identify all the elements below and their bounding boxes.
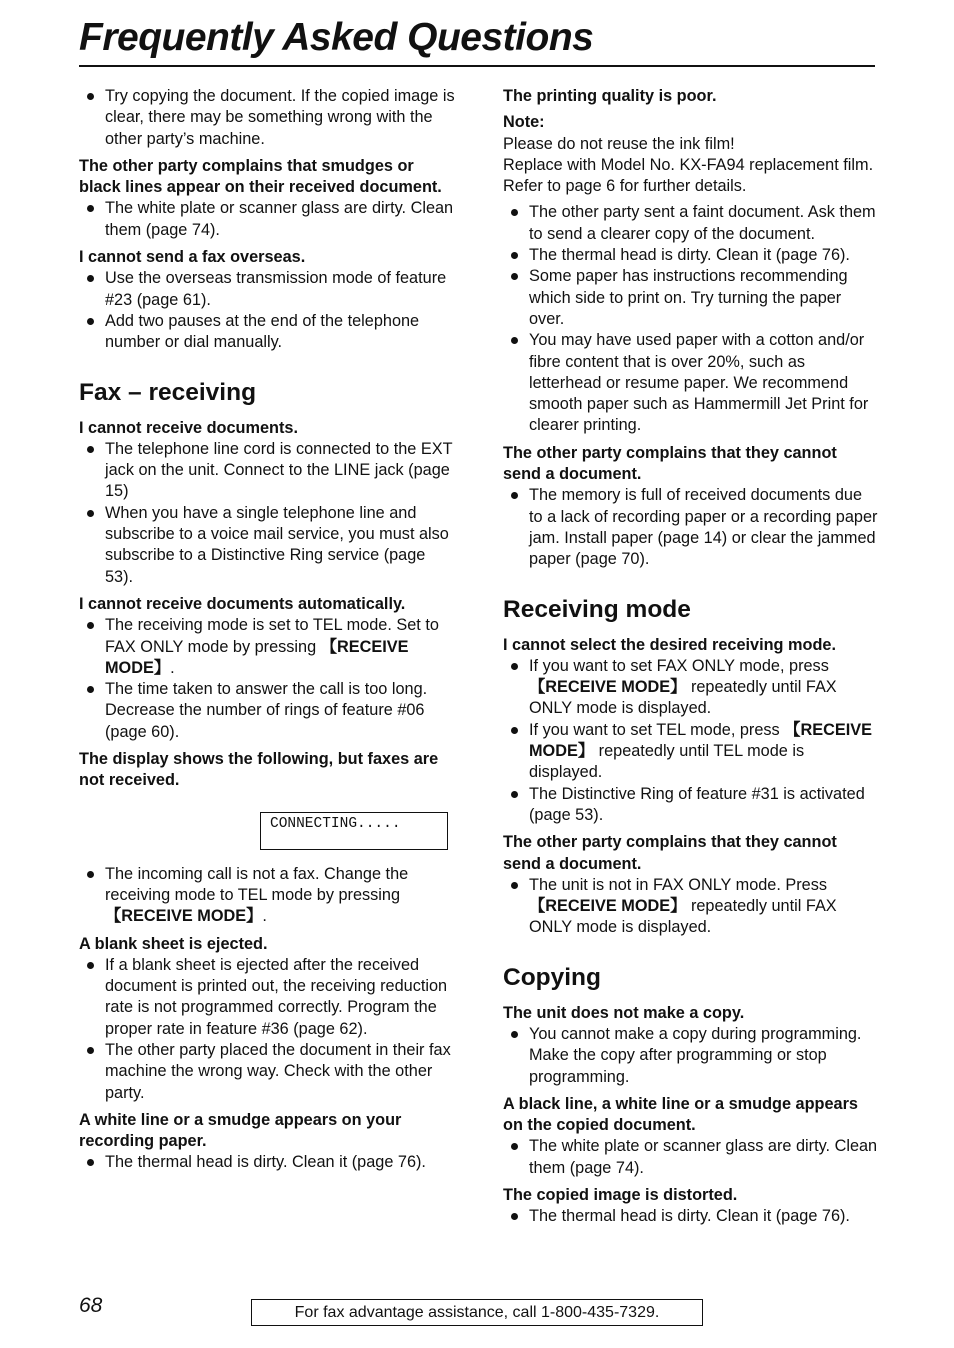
list-item-text-end: . (262, 907, 267, 926)
list-item: The telephone line cord is connected to the EXT jack on the unit. Connect to the LINE jack (page 15) (79, 439, 455, 503)
bullet-list (79, 864, 455, 928)
faq-select-mode (503, 635, 879, 827)
receive-mode-key: 【RECEIVE MODE】 (529, 897, 687, 916)
receive-mode-key: 【RECEIVE MODE】 (105, 907, 263, 926)
list-item (79, 864, 455, 928)
bullet-list (79, 955, 455, 1104)
faq-no-copy (503, 1003, 879, 1088)
bullet-list (503, 1024, 879, 1088)
list-item: The white plate or scanner glass are dirty. Clean them (page 74). (503, 1136, 879, 1179)
list-item (503, 875, 879, 939)
bullet-list (503, 1206, 879, 1227)
bullet-list (79, 86, 455, 150)
note-label: Note: (503, 113, 545, 132)
faq-cannot-receive (79, 418, 455, 588)
list-item-text-end: repeatedly until FAX ONLY mode is displayed. (529, 678, 837, 718)
bullet-list (79, 268, 455, 353)
question-heading: A black line, a white line or a smudge appears on the copied document. (503, 1094, 858, 1135)
list-item-text: The incoming call is not a fax. Change the receiving mode to TEL mode by pressing (105, 864, 409, 904)
faq-display (79, 749, 455, 927)
bullet-list (79, 615, 455, 743)
question-heading: The display shows the following, but faxes are not received. (79, 750, 439, 790)
list-item: The Distinctive Ring of feature #31 is activated (page 53). (503, 784, 879, 827)
section-title-fax-receiving: Fax – receiving (79, 378, 257, 406)
bullet-list (503, 1136, 879, 1179)
receive-mode-key: 【RECEIVE MODE】 (105, 637, 409, 677)
list-item: The memory is full of received documents due to a lack of recording paper or a recording paper jam. Install paper (page 14) or clear the jammed paper (page 70). (503, 485, 879, 570)
list-item: You cannot make a copy during programming. Make the copy after programming or stop programming. (503, 1024, 879, 1088)
list-item: The thermal head is dirty. Clean it (page 76). (503, 1206, 879, 1227)
list-item-text-end: . (170, 658, 175, 677)
note-line: Replace with Model No. KX-FA94 replacement film. Refer to page 6 for further details. (503, 155, 874, 196)
faq-overseas (79, 247, 455, 353)
list-item: If a blank sheet is ejected after the received document is printed out, the receiving reduction rate is not programmed correctly. Program the proper rate in feature #36 (page 62). (79, 955, 455, 1040)
footer-assistance-box: For fax advantage assistance, call 1-800-435-7329. (251, 1299, 703, 1326)
list-item (79, 615, 455, 679)
list-item-text-end: repeatedly until TEL mode is displayed. (529, 742, 805, 782)
question-heading: The other party complains that they cannot send a document. (503, 833, 837, 873)
list-item: Add two pauses at the end of the telephone number or dial manually. (79, 311, 455, 354)
question-heading: I cannot receive documents automatically. (79, 594, 406, 613)
faq-distorted (503, 1185, 879, 1228)
list-item-text: If you want to set TEL mode, press (529, 720, 785, 739)
receive-mode-key: 【RECEIVE MODE】 (529, 678, 687, 697)
list-item-text-end: repeatedly until FAX ONLY mode is displayed. (529, 897, 837, 937)
list-item: The thermal head is dirty. Clean it (page 76). (79, 1152, 455, 1173)
faq-auto-receive (79, 594, 455, 743)
question-heading: The printing quality is poor. (503, 87, 717, 105)
list-item (503, 656, 879, 720)
question-heading: I cannot send a fax overseas. (79, 248, 306, 267)
bullet-list (503, 485, 879, 570)
list-item: Try copying the document. If the copied image is clear, there may be something wrong with the other party’s machine. (79, 86, 455, 150)
question-heading: The unit does not make a copy. (503, 1003, 745, 1022)
list-item: The time taken to answer the call is too long. Decrease the number of rings of feature #06 (page 60). (79, 679, 455, 743)
list-item: When you have a single telephone line and subscribe to a voice mail service, you must also subscribe to a Distinctive Ring service (page 53). (79, 503, 455, 588)
faq-cannot-send-1 (503, 443, 879, 571)
bullet-list (79, 1152, 455, 1173)
intro-block (79, 86, 455, 150)
receive-mode-key: 【RECEIVE MODE】 (529, 720, 872, 761)
left-column (79, 86, 455, 1180)
list-item-text: The receiving mode is set to TEL mode. Set to FAX ONLY mode by pressing (105, 616, 439, 656)
page-title: Frequently Asked Questions (79, 16, 594, 59)
list-item: The other party sent a faint document. Ask them to send a clearer copy of the document. (503, 202, 879, 245)
bullet-list (79, 198, 455, 241)
bullet-list (503, 202, 879, 436)
list-item: Some paper has instructions recommending which side to print on. Try turning the paper over. (503, 266, 879, 330)
question-heading: The other party complains that smudges or black lines appear on their received document. (79, 156, 442, 197)
question-heading: A white line or a smudge appears on your recording paper. (79, 1110, 402, 1151)
list-item-text: The unit is not in FAX ONLY mode. Press (529, 875, 828, 894)
question-heading: I cannot select the desired receiving mode. (503, 635, 836, 654)
lcd-display-box: CONNECTING..... (260, 812, 448, 850)
faq-blank-sheet (79, 934, 455, 1104)
bullet-list (503, 656, 879, 826)
question-heading: I cannot receive documents. (79, 418, 298, 437)
section-title-copying: Copying (503, 963, 601, 991)
note-line: Please do not reuse the ink film! (503, 134, 735, 153)
page-number: 68 (79, 1294, 103, 1317)
section-title-receiving-mode: Receiving mode (503, 595, 691, 623)
list-item: Use the overseas transmission mode of feature #23 (page 61). (79, 268, 455, 311)
list-item: The other party placed the document in their fax machine the wrong way. Check with the other party. (79, 1040, 455, 1104)
faq-cannot-send-2 (503, 832, 879, 938)
question-heading: A blank sheet is ejected. (79, 934, 268, 953)
title-rule (79, 65, 875, 67)
list-item (503, 720, 879, 784)
bullet-list (503, 875, 879, 939)
list-item: You may have used paper with a cotton and/or fibre content that is over 20%, such as letterhead or resume paper. We recommend smooth paper such as Hammermill Jet Print for clearer printing. (503, 330, 879, 436)
bullet-list (79, 439, 455, 588)
list-item-text: If you want to set FAX ONLY mode, press (529, 656, 829, 675)
question-heading: The copied image is distorted. (503, 1186, 738, 1205)
faq-black-line (503, 1094, 879, 1179)
right-column (503, 86, 879, 1234)
list-item: The white plate or scanner glass are dirty. Clean them (page 74). (79, 198, 455, 241)
faq-smudges (79, 156, 455, 241)
faq-print-quality (503, 86, 879, 437)
faq-white-line (79, 1110, 455, 1174)
question-heading: The other party complains that they cannot send a document. (503, 443, 837, 484)
list-item: The thermal head is dirty. Clean it (page 76). (503, 245, 879, 266)
